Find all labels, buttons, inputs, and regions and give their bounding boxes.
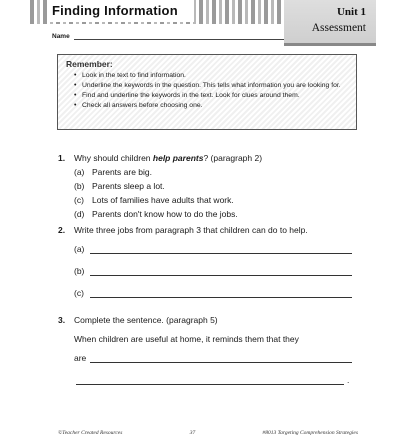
question-text-post: ? (paragraph 2) [203, 153, 263, 163]
answer-row-c [74, 288, 352, 298]
question-text-pre: Why should children [74, 153, 153, 163]
answer-letter: (b) [74, 266, 85, 276]
question-text: Write three jobs from paragraph 3 that children can do to help. [74, 225, 308, 235]
question-number: 2. [58, 225, 66, 235]
remember-item: • Find and underline the keywords in the text. Look for clues around them. [74, 91, 346, 100]
question-text [74, 152, 262, 164]
question-text: Complete the sentence. (paragraph 5) [74, 315, 218, 325]
remember-item: • Check all answers before choosing one. [74, 101, 346, 110]
page-number: 37 [189, 430, 196, 436]
are-label: are [74, 353, 87, 363]
footer-publisher: ©Teacher Created Resources [58, 430, 123, 436]
question-keyword: help parents [152, 153, 204, 163]
answer-line-are[interactable] [90, 353, 352, 363]
remember-title: Remember: [66, 59, 113, 69]
name-row [52, 32, 284, 40]
end-period: . [347, 375, 350, 385]
answer-row-are [74, 353, 352, 363]
option-letter: (a) [74, 167, 85, 177]
unit-label: Unit 1 [336, 6, 366, 18]
footer [58, 430, 358, 436]
answer-row-b [74, 266, 352, 276]
option-text: Parents are big. [92, 167, 153, 177]
footer-book-title: #8013 Targeting Comprehension Strategies [262, 430, 358, 436]
option-a[interactable] [74, 166, 152, 178]
option-text: Lots of families have adults that work. [92, 195, 234, 205]
name-label: Name [52, 33, 70, 40]
page-title: Finding Information [52, 3, 178, 18]
remember-item: • Look in the text to find information. [74, 71, 346, 80]
option-letter: (b) [74, 181, 85, 191]
option-text: Parents don't know how to do the jobs. [92, 209, 238, 219]
answer-row-a [74, 244, 352, 254]
option-letter: (d) [74, 209, 85, 219]
answer-line-continue[interactable] [76, 375, 344, 385]
sentence-text: When children are useful at home, it reminds them that they [74, 334, 299, 344]
remember-item: • Underline the keywords in the question. This tells what information you are looking for. [74, 81, 346, 90]
answer-line-b[interactable] [90, 266, 352, 276]
answer-letter: (c) [74, 288, 84, 298]
question-number: 3. [58, 315, 66, 325]
answer-line-c[interactable] [90, 288, 352, 298]
answer-line-a[interactable] [90, 244, 352, 254]
remember-list [74, 71, 346, 111]
answer-letter: (a) [74, 244, 85, 254]
answer-row-continue [76, 375, 349, 385]
remember-box [57, 54, 357, 130]
option-b[interactable] [74, 180, 165, 192]
option-letter: (c) [74, 195, 84, 205]
name-field[interactable] [74, 32, 284, 40]
section-label: Assessment [311, 22, 366, 34]
option-c[interactable] [74, 194, 234, 206]
option-text: Parents sleep a lot. [92, 181, 165, 191]
unit-tab [284, 0, 376, 46]
option-d[interactable] [74, 208, 238, 220]
question-number: 1. [58, 153, 66, 163]
